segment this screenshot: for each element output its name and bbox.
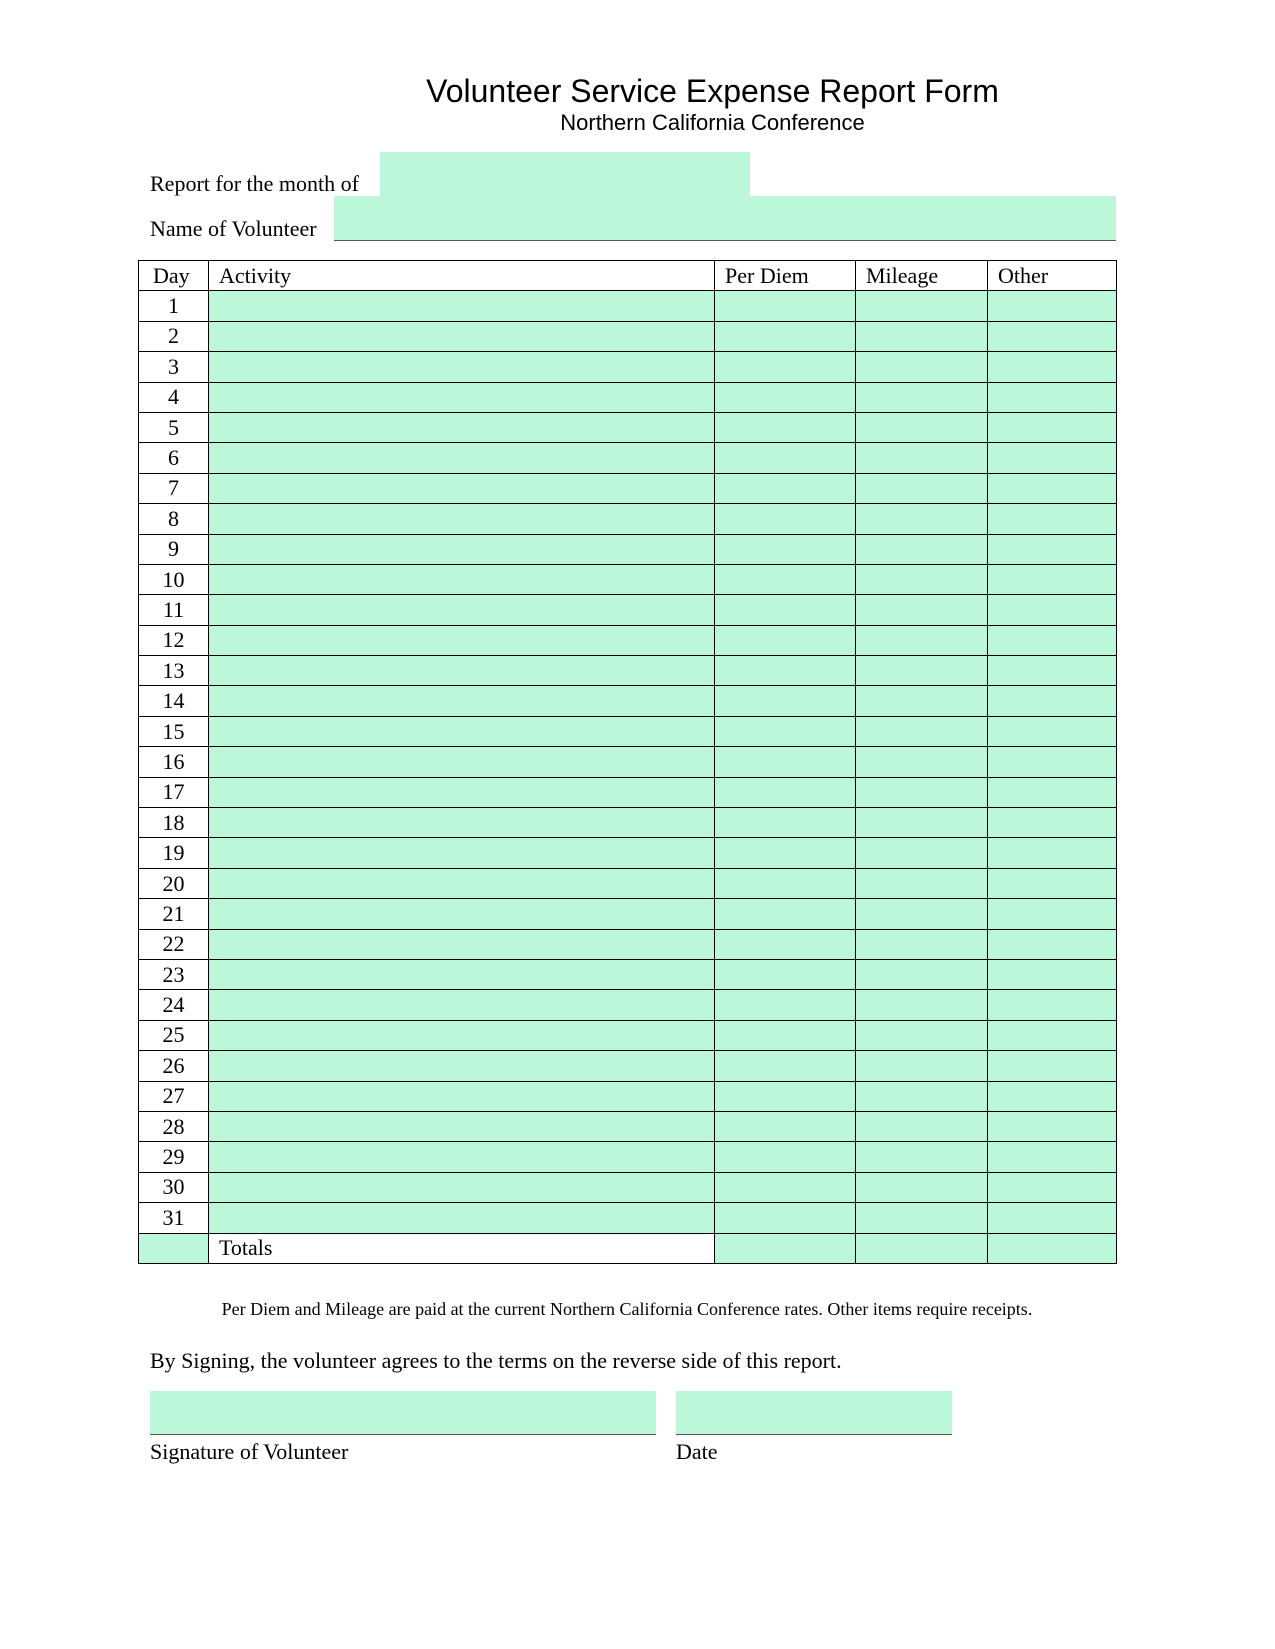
other-cell[interactable] — [988, 1172, 1117, 1202]
other-cell[interactable] — [988, 412, 1117, 442]
day-number: 23 — [139, 959, 209, 989]
day-number: 29 — [139, 1142, 209, 1172]
mileage-cell[interactable] — [856, 777, 988, 807]
other-cell[interactable] — [988, 595, 1117, 625]
other-cell[interactable] — [988, 1020, 1117, 1050]
day-number: 3 — [139, 352, 209, 382]
per-diem-cell[interactable] — [715, 777, 856, 807]
mileage-cell[interactable] — [856, 412, 988, 442]
day-number: 11 — [139, 595, 209, 625]
day-number: 10 — [139, 564, 209, 594]
day-number: 15 — [139, 716, 209, 746]
table-row — [139, 868, 1117, 898]
table-row — [139, 473, 1117, 503]
day-number: 20 — [139, 868, 209, 898]
table-row — [139, 929, 1117, 959]
activity-cell[interactable] — [209, 716, 715, 746]
other-cell[interactable] — [988, 352, 1117, 382]
per-diem-cell[interactable] — [715, 808, 856, 838]
other-cell[interactable] — [988, 473, 1117, 503]
mileage-cell[interactable] — [856, 747, 988, 777]
page-subtitle: Northern California Conference — [560, 110, 865, 135]
other-cell[interactable] — [988, 291, 1117, 321]
table-row — [139, 1203, 1117, 1233]
other-cell[interactable] — [988, 504, 1117, 534]
agreement-text: By Signing, the volunteer agrees to the terms on the reverse side of this report. — [150, 1348, 842, 1373]
table-row — [139, 716, 1117, 746]
activity-cell[interactable] — [209, 808, 715, 838]
table-row — [139, 504, 1117, 534]
activity-cell[interactable] — [209, 443, 715, 473]
mileage-cell[interactable] — [856, 625, 988, 655]
mileage-cell[interactable] — [856, 382, 988, 412]
other-cell[interactable] — [988, 534, 1117, 564]
activity-cell[interactable] — [209, 1172, 715, 1202]
other-cell[interactable] — [988, 990, 1117, 1020]
other-cell[interactable] — [988, 777, 1117, 807]
per-diem-cell[interactable] — [715, 504, 856, 534]
day-number: 30 — [139, 1172, 209, 1202]
day-number: 19 — [139, 838, 209, 868]
table-row — [139, 1020, 1117, 1050]
rates-note: Per Diem and Mileage are paid at the current Northern California Conference rates. Other items require receipts. — [221, 1299, 1033, 1319]
activity-cell[interactable] — [209, 747, 715, 777]
header-mileage: Mileage — [856, 261, 988, 291]
other-cell[interactable] — [988, 564, 1117, 594]
day-number: 24 — [139, 990, 209, 1020]
table-row — [139, 899, 1117, 929]
other-cell[interactable] — [988, 321, 1117, 351]
activity-cell[interactable] — [209, 686, 715, 716]
per-diem-cell[interactable] — [715, 838, 856, 868]
per-diem-cell[interactable] — [715, 382, 856, 412]
month-field[interactable] — [380, 152, 750, 197]
mileage-cell[interactable] — [856, 504, 988, 534]
per-diem-cell[interactable] — [715, 473, 856, 503]
expense-table — [138, 260, 1117, 1264]
totals-day-cell[interactable] — [139, 1233, 209, 1263]
total-per-diem-cell[interactable] — [715, 1233, 856, 1263]
other-cell[interactable] — [988, 1111, 1117, 1141]
activity-cell[interactable] — [209, 352, 715, 382]
totals-row — [139, 1233, 1117, 1263]
totals-label: Totals — [209, 1233, 715, 1263]
page-title: Volunteer Service Expense Report Form — [426, 73, 999, 109]
per-diem-cell[interactable] — [715, 656, 856, 686]
per-diem-cell[interactable] — [715, 1172, 856, 1202]
other-cell[interactable] — [988, 747, 1117, 777]
activity-cell[interactable] — [209, 990, 715, 1020]
month-label: Report for the month of — [150, 171, 359, 196]
per-diem-cell[interactable] — [715, 990, 856, 1020]
mileage-cell[interactable] — [856, 868, 988, 898]
table-row — [139, 352, 1117, 382]
day-number: 25 — [139, 1020, 209, 1050]
activity-cell[interactable] — [209, 656, 715, 686]
activity-cell[interactable] — [209, 868, 715, 898]
day-number: 16 — [139, 747, 209, 777]
per-diem-cell[interactable] — [715, 959, 856, 989]
mileage-cell[interactable] — [856, 1020, 988, 1050]
per-diem-cell[interactable] — [715, 595, 856, 625]
activity-cell[interactable] — [209, 899, 715, 929]
day-number: 22 — [139, 929, 209, 959]
day-number: 27 — [139, 1081, 209, 1111]
day-number: 18 — [139, 808, 209, 838]
activity-cell[interactable] — [209, 564, 715, 594]
day-number: 28 — [139, 1111, 209, 1141]
mileage-cell[interactable] — [856, 686, 988, 716]
table-header-row — [139, 261, 1117, 291]
other-cell[interactable] — [988, 1203, 1117, 1233]
per-diem-cell[interactable] — [715, 1051, 856, 1081]
per-diem-cell[interactable] — [715, 443, 856, 473]
other-cell[interactable] — [988, 929, 1117, 959]
table-row — [139, 959, 1117, 989]
per-diem-cell[interactable] — [715, 352, 856, 382]
per-diem-cell[interactable] — [715, 412, 856, 442]
day-number: 6 — [139, 443, 209, 473]
activity-cell[interactable] — [209, 1111, 715, 1141]
mileage-cell[interactable] — [856, 595, 988, 625]
header-activity: Activity — [209, 261, 715, 291]
day-number: 13 — [139, 656, 209, 686]
table-row — [139, 412, 1117, 442]
table-row — [139, 382, 1117, 412]
table-row — [139, 777, 1117, 807]
activity-cell[interactable] — [209, 412, 715, 442]
table-row — [139, 747, 1117, 777]
activity-cell[interactable] — [209, 929, 715, 959]
total-mileage-cell[interactable] — [856, 1233, 988, 1263]
per-diem-cell[interactable] — [715, 747, 856, 777]
activity-cell[interactable] — [209, 321, 715, 351]
mileage-cell[interactable] — [856, 990, 988, 1020]
table-row — [139, 808, 1117, 838]
table-row — [139, 1081, 1117, 1111]
volunteer-name-label: Name of Volunteer — [150, 216, 317, 241]
day-number: 1 — [139, 291, 209, 321]
mileage-cell[interactable] — [856, 1172, 988, 1202]
activity-cell[interactable] — [209, 382, 715, 412]
table-row — [139, 564, 1117, 594]
other-cell[interactable] — [988, 808, 1117, 838]
mileage-cell[interactable] — [856, 352, 988, 382]
signature-label: Signature of Volunteer — [150, 1439, 349, 1464]
activity-cell[interactable] — [209, 291, 715, 321]
table-row — [139, 1142, 1117, 1172]
mileage-cell[interactable] — [856, 838, 988, 868]
day-number: 31 — [139, 1203, 209, 1233]
per-diem-cell[interactable] — [715, 1142, 856, 1172]
per-diem-cell[interactable] — [715, 686, 856, 716]
activity-cell[interactable] — [209, 595, 715, 625]
table-row — [139, 443, 1117, 473]
activity-cell[interactable] — [209, 838, 715, 868]
activity-cell[interactable] — [209, 1051, 715, 1081]
per-diem-cell[interactable] — [715, 929, 856, 959]
mileage-cell[interactable] — [856, 899, 988, 929]
activity-cell[interactable] — [209, 959, 715, 989]
mileage-cell[interactable] — [856, 534, 988, 564]
activity-cell[interactable] — [209, 1142, 715, 1172]
mileage-cell[interactable] — [856, 1142, 988, 1172]
table-row — [139, 838, 1117, 868]
day-number: 17 — [139, 777, 209, 807]
table-row — [139, 1051, 1117, 1081]
mileage-cell[interactable] — [856, 656, 988, 686]
other-cell[interactable] — [988, 382, 1117, 412]
mileage-cell[interactable] — [856, 291, 988, 321]
other-cell[interactable] — [988, 656, 1117, 686]
activity-cell[interactable] — [209, 473, 715, 503]
signature-field[interactable] — [150, 1391, 656, 1435]
per-diem-cell[interactable] — [715, 321, 856, 351]
other-cell[interactable] — [988, 838, 1117, 868]
other-cell[interactable] — [988, 868, 1117, 898]
day-number: 8 — [139, 504, 209, 534]
activity-cell[interactable] — [209, 625, 715, 655]
per-diem-cell[interactable] — [715, 868, 856, 898]
mileage-cell[interactable] — [856, 473, 988, 503]
table-row — [139, 990, 1117, 1020]
other-cell[interactable] — [988, 443, 1117, 473]
mileage-cell[interactable] — [856, 716, 988, 746]
table-row — [139, 291, 1117, 321]
other-cell[interactable] — [988, 1081, 1117, 1111]
activity-cell[interactable] — [209, 504, 715, 534]
per-diem-cell[interactable] — [715, 899, 856, 929]
mileage-cell[interactable] — [856, 1051, 988, 1081]
per-diem-cell[interactable] — [715, 1111, 856, 1141]
other-cell[interactable] — [988, 899, 1117, 929]
table-row — [139, 595, 1117, 625]
mileage-cell[interactable] — [856, 564, 988, 594]
activity-cell[interactable] — [209, 1081, 715, 1111]
day-number: 2 — [139, 321, 209, 351]
day-number: 26 — [139, 1051, 209, 1081]
per-diem-cell[interactable] — [715, 716, 856, 746]
activity-cell[interactable] — [209, 534, 715, 564]
other-cell[interactable] — [988, 959, 1117, 989]
table-row — [139, 321, 1117, 351]
other-cell[interactable] — [988, 1051, 1117, 1081]
date-field[interactable] — [676, 1391, 952, 1435]
header-other: Other — [988, 261, 1117, 291]
per-diem-cell[interactable] — [715, 291, 856, 321]
mileage-cell[interactable] — [856, 929, 988, 959]
mileage-cell[interactable] — [856, 1081, 988, 1111]
table-row — [139, 686, 1117, 716]
other-cell[interactable] — [988, 1142, 1117, 1172]
other-cell[interactable] — [988, 686, 1117, 716]
mileage-cell[interactable] — [856, 321, 988, 351]
activity-cell[interactable] — [209, 1020, 715, 1050]
table-row — [139, 1111, 1117, 1141]
activity-cell[interactable] — [209, 777, 715, 807]
day-number: 12 — [139, 625, 209, 655]
per-diem-cell[interactable] — [715, 1081, 856, 1111]
per-diem-cell[interactable] — [715, 1020, 856, 1050]
day-number: 21 — [139, 899, 209, 929]
mileage-cell[interactable] — [856, 808, 988, 838]
total-other-cell[interactable] — [988, 1233, 1117, 1263]
day-number: 4 — [139, 382, 209, 412]
header-per-diem: Per Diem — [715, 261, 856, 291]
per-diem-cell[interactable] — [715, 1203, 856, 1233]
volunteer-name-field[interactable] — [334, 196, 1116, 241]
day-number: 5 — [139, 412, 209, 442]
mileage-cell[interactable] — [856, 959, 988, 989]
table-row — [139, 656, 1117, 686]
day-number: 7 — [139, 473, 209, 503]
mileage-cell[interactable] — [856, 443, 988, 473]
table-row — [139, 625, 1117, 655]
header-day: Day — [139, 261, 209, 291]
per-diem-cell[interactable] — [715, 625, 856, 655]
day-number: 9 — [139, 534, 209, 564]
per-diem-cell[interactable] — [715, 534, 856, 564]
activity-cell[interactable] — [209, 1203, 715, 1233]
other-cell[interactable] — [988, 716, 1117, 746]
day-number: 14 — [139, 686, 209, 716]
table-row — [139, 534, 1117, 564]
table-row — [139, 1172, 1117, 1202]
mileage-cell[interactable] — [856, 1111, 988, 1141]
expense-table-body — [139, 291, 1117, 1233]
date-label: Date — [676, 1439, 718, 1464]
mileage-cell[interactable] — [856, 1203, 988, 1233]
other-cell[interactable] — [988, 625, 1117, 655]
per-diem-cell[interactable] — [715, 564, 856, 594]
